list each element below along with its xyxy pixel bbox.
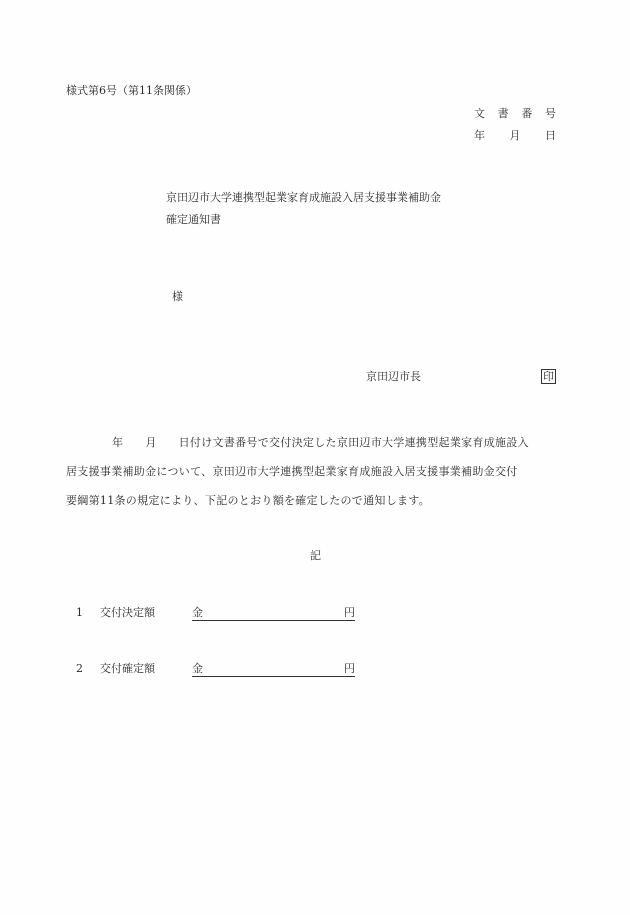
item-label: 交付決定額 [100,606,155,619]
item-label: 交付確定額 [100,662,155,675]
amount-suffix: 円 [344,662,355,675]
body-text-3: 要綱第11条の規定により、下記のとおり額を確定したので通知します。 [66,494,431,507]
doc-number-char: 番 [521,107,533,120]
amount-field-confirmed[interactable] [192,662,355,677]
body-text-1: 日付け文書番号で交付決定した京田辺市大学連携型起業家育成施設入 [178,436,529,449]
amount-prefix: 金 [192,662,203,675]
body-year: 年 [112,436,124,449]
addressee-suffix: 様 [172,290,183,303]
date-year: 年 [474,129,485,142]
doc-number-char: 文 [474,107,485,120]
body-paragraph [66,428,560,515]
ki-heading: 記 [310,549,321,562]
title-line-1: 京田辺市大学連携型起業家育成施設入居支援事業補助金 [166,191,441,204]
amount-field-decided[interactable] [192,606,355,621]
item-row [76,662,355,677]
doc-number-char: 号 [544,107,556,120]
amount-prefix: 金 [192,606,203,619]
body-month: 月 [145,436,157,449]
item-number: 1 [76,606,83,619]
date-label [474,129,556,143]
item-number: 2 [76,662,83,675]
document-number-label [474,107,556,121]
title-line-2: 確定通知書 [166,213,221,226]
body-text-2: 居支援事業補助金について、京田辺市大学連携型起業家育成施設入居支援事業補助金交付 [66,465,518,478]
doc-number-char: 書 [497,107,509,120]
date-day: 日 [545,129,556,142]
issuer-name: 京田辺市長 [366,370,421,383]
seal-icon: 印 [543,370,554,383]
item-row [76,606,355,621]
form-number: 様式第6号（第11条関係） [66,84,197,97]
amount-suffix: 円 [344,606,355,619]
seal-mark [541,369,556,384]
date-month: 月 [509,129,521,142]
